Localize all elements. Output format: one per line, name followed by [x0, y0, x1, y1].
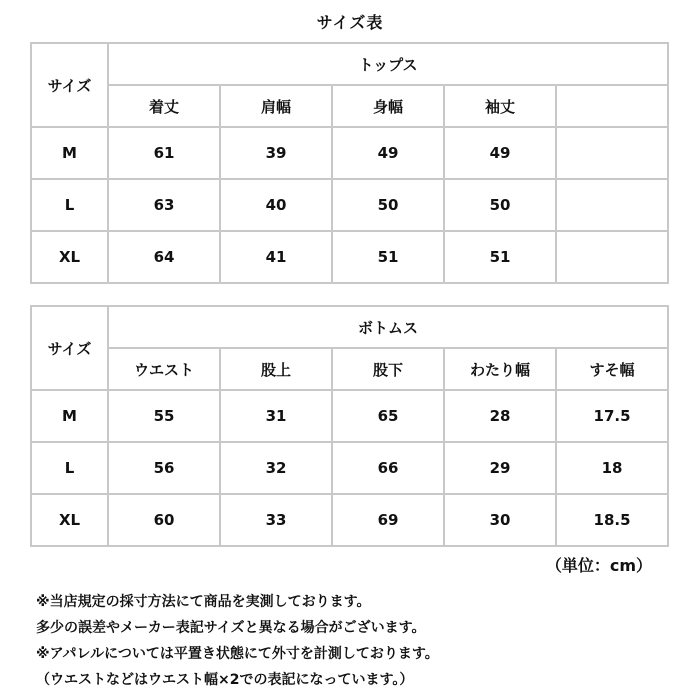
bottoms-col-header: すそ幅 [556, 348, 668, 390]
bottoms-group-label: ボトムス [108, 306, 668, 348]
tops-col-header: 袖丈 [444, 85, 556, 127]
tops-column-header-row [31, 85, 668, 127]
table-cell: 29 [444, 442, 556, 494]
note-line: ※アパレルについては平置き状態にて外寸を計測しております。 [36, 646, 439, 662]
tops-group-label: トップス [108, 43, 668, 85]
bottoms-col-header: わたり幅 [444, 348, 556, 390]
table-cell: 69 [332, 494, 444, 546]
page-title: サイズ表 [316, 13, 384, 32]
table-cell: 63 [108, 179, 220, 231]
table-row [31, 390, 668, 442]
size-label: M [31, 390, 108, 442]
bottoms-size-header: サイズ [31, 306, 108, 390]
bottoms-group-row [31, 306, 668, 348]
bottoms-column-header-row [31, 348, 668, 390]
table-cell: 39 [220, 127, 332, 179]
table-row [31, 179, 668, 231]
table-cell: 32 [220, 442, 332, 494]
table-cell: 55 [108, 390, 220, 442]
notes-list [36, 589, 439, 693]
table-cell: 60 [108, 494, 220, 546]
table-cell: 50 [444, 179, 556, 231]
tops-col-header: 着丈 [108, 85, 220, 127]
note-line: （ウエストなどはウエスト幅×2での表記になっています。） [36, 672, 414, 688]
tops-col-header: 身幅 [332, 85, 444, 127]
unit-note: （単位：cm） [545, 556, 652, 575]
tops-size-header: サイズ [31, 43, 108, 127]
size-label: L [31, 179, 108, 231]
tops-col-header [556, 85, 668, 127]
table-row [31, 494, 668, 546]
table-row [31, 231, 668, 283]
table-cell: 41 [220, 231, 332, 283]
tops-col-header: 肩幅 [220, 85, 332, 127]
table-cell: 65 [332, 390, 444, 442]
bottoms-size-table [30, 305, 669, 547]
size-label: XL [31, 231, 108, 283]
bottoms-col-header: ウエスト [108, 348, 220, 390]
tops-group-row [31, 43, 668, 85]
note-line: ※当店規定の採寸方法にて商品を実測しております。 [36, 594, 371, 610]
note-line: 多少の誤差やメーカー表記サイズと異なる場合がございます。 [36, 620, 426, 636]
table-cell: 64 [108, 231, 220, 283]
table-cell: 33 [220, 494, 332, 546]
table-cell: 51 [332, 231, 444, 283]
tops-size-table [30, 42, 669, 284]
table-cell: 31 [220, 390, 332, 442]
table-cell: 50 [332, 179, 444, 231]
table-cell: 18.5 [556, 494, 668, 546]
table-cell [556, 127, 668, 179]
size-label: M [31, 127, 108, 179]
table-cell: 17.5 [556, 390, 668, 442]
table-row [31, 442, 668, 494]
table-row [31, 127, 668, 179]
table-cell: 40 [220, 179, 332, 231]
table-cell: 61 [108, 127, 220, 179]
bottoms-col-header: 股上 [220, 348, 332, 390]
table-cell: 56 [108, 442, 220, 494]
table-cell: 30 [444, 494, 556, 546]
table-cell [556, 231, 668, 283]
table-cell: 51 [444, 231, 556, 283]
size-label: L [31, 442, 108, 494]
table-cell: 18 [556, 442, 668, 494]
table-cell: 49 [444, 127, 556, 179]
table-cell: 28 [444, 390, 556, 442]
table-cell [556, 179, 668, 231]
table-cell: 66 [332, 442, 444, 494]
table-cell: 49 [332, 127, 444, 179]
size-label: XL [31, 494, 108, 546]
bottoms-col-header: 股下 [332, 348, 444, 390]
